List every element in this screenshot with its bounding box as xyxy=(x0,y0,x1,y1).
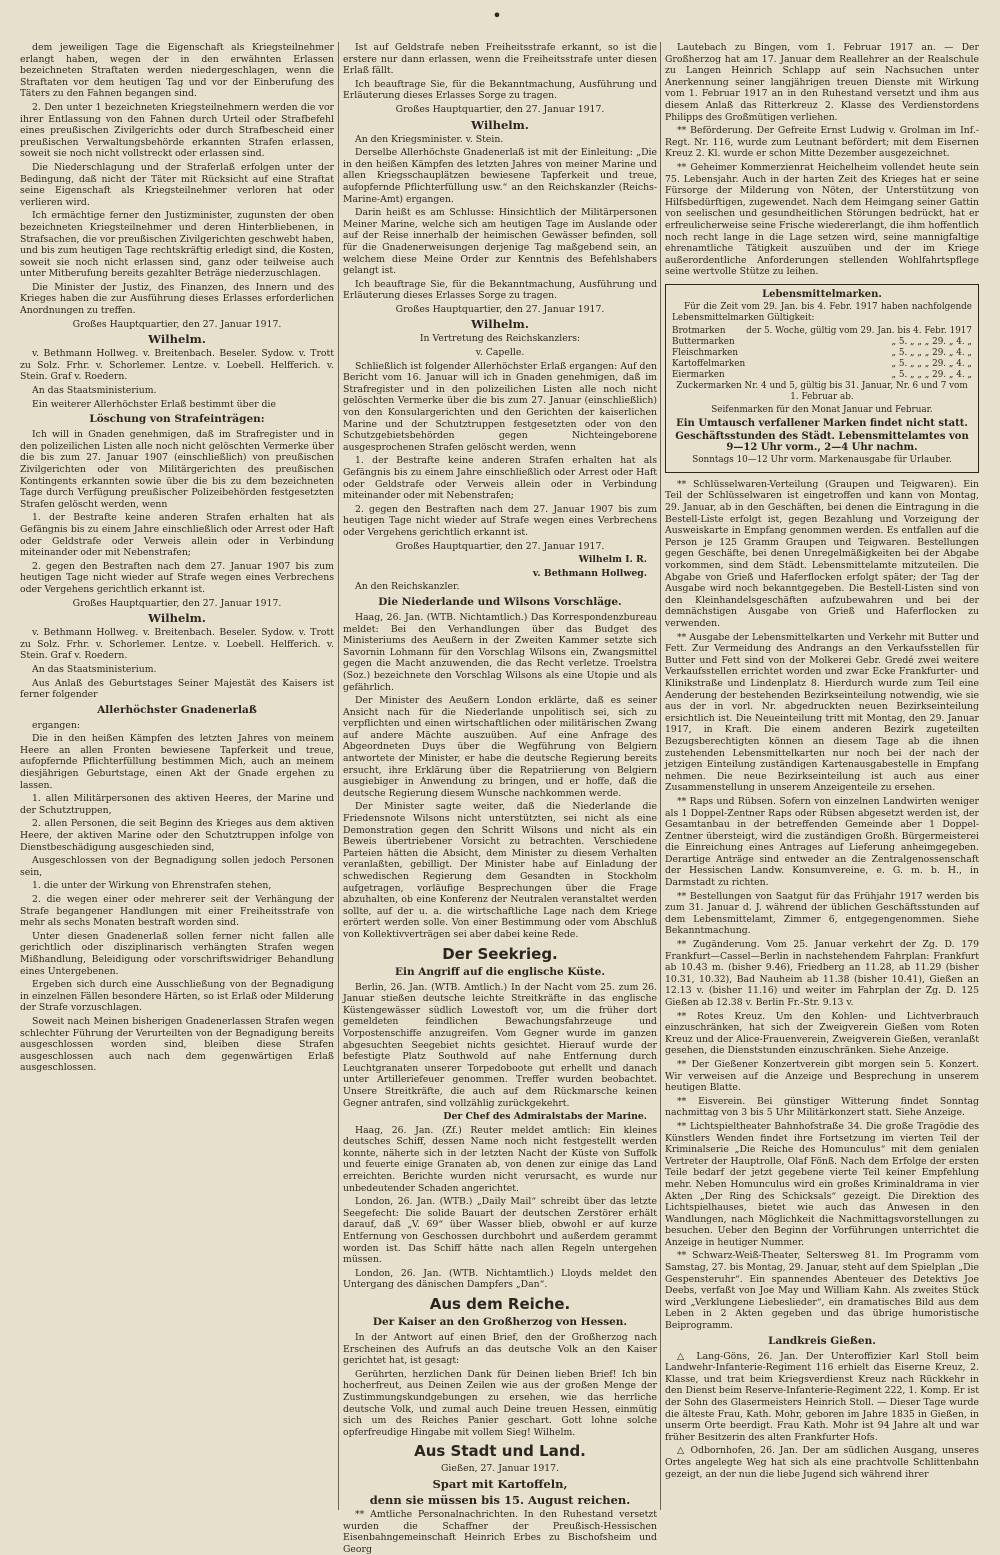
article-text: ** Der Gießener Konzertverein gibt morgen sein 5. Konzert. Wir verweisen auf die Anzeige und Besprechung in unserem heutigen Blatte. xyxy=(665,1058,979,1094)
article-text: Haag, 26. Jan. (Zf.) Reuter meldet amtlich: Ein kleines deutsches Schiff, dessen Name noch nicht festgestellt werden konnte, näherte sich in der letzten Nacht der Küste von Suffolk und feuerte einige Granaten ab, von denen zur einige das Land erreichten. Berichte wurden nicht verursacht, es wurde nur unbedeutender Schaden angerichtet. xyxy=(343,1124,657,1194)
signature: v. Bethmann Hollweg. xyxy=(532,567,647,579)
article-text: 2. gegen den Bestraften nach dem 27. Januar 1907 bis zum heutigen Tage nicht wieder auf Strafe wegen eines Verbrechens oder Vergehens gerichtlich erkannt ist. xyxy=(20,560,334,595)
article-text: ** Lichtspieltheater Bahnhofstraße 34. Die große Tragödie des Künstlers Wenden findet ihre Fortsetzung im vierten Teil der Kriminalserie „Die Reiche des Homunculus“ mit dem genialen Vertreter der Hauptrolle, Olaf Fönß. Nach dem Erfolge der ersten Teile bedarf der jetzt gegebene vierte Teil keiner Empfehlung mehr. Neben Homunculus wird ein großes Kriminaldrama in vier Akten „Der Ring des Schicksals“ gezeigt. Die Direktion des Lichtspielhauses, bietet wie auch das Anwesen in den Wandlungen, nach Möglichkeit die Nachmittagsvorstellungen zu besuchen. Ueber den Beginn der Vorführungen unterrichtet die Anzeige in heutiger Nummer. xyxy=(665,1120,979,1248)
stamp-validity: „ 5. „ „ „ 29. „ 4. „ xyxy=(891,358,972,369)
box-note: Seifenmarken für den Monat Januar und Februar. xyxy=(711,404,933,415)
article-text: Ergeben sich durch eine Ausschließung von der Begnadigung in einzelnen Fällen besondere Härten, so ist Erlaß oder Milderung der Strafe vorzuschlagen. xyxy=(20,979,334,1014)
article-text: 2. Den unter 1 bezeichneten Kriegsteilnehmern werden die vor ihrer Entlassung von den Fahnen durch Urteil oder Strafbefehl eines preußischen Zivilgerichts oder durch Strafbescheid einer preußischen Verwaltungsbehörde erkannten Strafen erlassen, soweit sie noch nicht vollstreckt oder erlassen sind. xyxy=(20,101,334,160)
box-note: Geschäftsstunden des Städt. Lebensmittelamtes von 9—12 Uhr vorm., 2—4 Uhr nachm. xyxy=(675,430,969,453)
section-headline: Der Seekrieg. xyxy=(442,944,558,963)
stamp-kind: Eiermarken xyxy=(672,369,725,380)
addressee: An das Staatsministerium. xyxy=(32,385,157,397)
article-text: Soweit nach Meinen bisherigen Gnadenerlassen Strafen wegen schlechter Führung der Verurteilten von der Begnadigung bereits ausgeschlossen worden sind, bleiben diese Strafen ausgeschlossen auch nach dem gegenwärtigen Erlaß ausgeschlossen. xyxy=(20,1015,334,1074)
stamp-kind: Kartoffelmarken xyxy=(672,358,746,369)
stamp-row xyxy=(672,326,972,337)
article-text: ** Rotes Kreuz. Um den Kohlen- und Lichtverbrauch einzuschränken, hat sich der Zweigverein Gießen vom Roten Kreuz und der Alice-Frauenverein, Zweigverein Gießen, veranlaßt gesehen, die Dienststunden einzuschränken. Siehe Anzeige. xyxy=(665,1010,979,1057)
article-text: London, 26. Jan. (WTB.) „Daily Mail“ schreibt über das letzte Seegefecht: Die solide Bauart der deutschen Zerstörer erhält darauf, daß „V. 69“ über Wasser blieb, obwohl er auf kurze Entfernung von Geschossen durchbohrt und außerdem gerammt worden ist. Das Schiff hätte nach allen Regeln untergehen müssen. xyxy=(343,1196,657,1266)
article-text: Gerührten, herzlichen Dank für Deinen lieben Brief! Ich bin hocherfreut, aus Deinen Zeilen wie aus der großen Menge der Zustimmungskundgebungen zu ersehen, wie das herrliche deutsche Volk, und zumal auch Deine treuen Hessen, einmütig sich um des Reiches Panier geschart. Gott lohne solche opferfreudige Hingabe mit vollem Sieg! Wilhelm. xyxy=(343,1368,657,1438)
article-text: 1. allen Militärpersonen des aktiven Heeres, der Marine und der Schutztruppen, xyxy=(20,793,334,816)
article-text: 1. der Bestrafte keine anderen Strafen erhalten hat als Gefängnis bis zu einem Jahre einschließlich oder Arrest oder Haft oder Geldstrafe oder Verweis allein oder in Verbindung miteinander oder mit Nebenstrafen; xyxy=(20,512,334,559)
section-heading: Die Niederlande und Wilsons Vorschläge. xyxy=(378,595,622,608)
article-text: Ich beauftrage Sie, für die Bekanntmachung, Ausführung und Erläuterung dieses Erlasses Sorge zu tragen. xyxy=(343,78,657,102)
section-heading: Allerhöchster Gnadenerlaß xyxy=(97,703,257,716)
stamp-validity: der 5. Woche, gültig vom 29. Jan. bis 4. Febr. 1917 xyxy=(746,325,972,336)
article-text: In der Antwort auf einen Brief, den der Großherzog nach Erscheinen des Aufrufs an das deutsche Volk an den Kaiser gerichtet hat, ist gesagt: xyxy=(343,1332,657,1367)
dateline: Großes Hauptquartier, den 27. Januar 1917. xyxy=(72,318,282,330)
article-text: ** Amtliche Personalnachrichten. In den Ruhestand versetzt wurden die Schaffner der Preußisch-Hessischen Eisenbahngemeinschaft Heinrich Erbes zu Bischofsheim und Georg xyxy=(343,1508,657,1555)
stamp-kind: Buttermarken xyxy=(672,336,735,347)
minister-list: v. Bethmann Hollweg. v. Breitenbach. Beseler. Sydow. v. Trott zu Solz. Frhr. v. Schorlemer. Lentze. v. Loebell. Helfferich. v. Stein. Graf v. Roedern. xyxy=(20,627,334,662)
section-headline: Aus dem Reiche. xyxy=(429,1295,571,1313)
stamp-row xyxy=(672,359,972,370)
article-text: ** Schwarz-Weiß-Theater, Seltersweg 81. Im Programm vom Samstag, 27. bis Montag, 29. Januar, steht auf dem Spielplan „Die Gespensteruhr“. Ein spannendes Abenteuer des Detektivs Joe Deebs, verfaßt von Joe May und William Kahn. Als zweites Stück wird „Verklungene Liebeslieder“, ein dramatisches Bild aus dem Leben in 2 Akten gegeben und das übrige humoristische Beiprogramm. xyxy=(665,1250,979,1332)
article-text: Die in den heißen Kämpfen des letzten Jahres von meinem Heere an allen Fronten bewiesene Tapferkeit und treue, aufopfernde Pflichterfüllung bestimmen Mich, auch an meinem diesjährigen Geburtstage, einen Akt der Gnade ergehen zu lassen. xyxy=(20,733,334,791)
article-text: London, 26. Jan. (WTB. Nichtamtlich.) Lloyds meldet den Untergang des dänischen Dampfers „Dan“. xyxy=(343,1267,657,1291)
section-headline: Aus Stadt und Land. xyxy=(414,1442,586,1461)
section-subheading: Ein Angriff auf die englische Küste. xyxy=(394,965,605,978)
article-text: 2. gegen den Bestraften nach dem 27. Januar 1907 bis zum heutigen Tage nicht wieder auf Strafe wegen eines Verbrechens oder Vergehens gerichtlich erkannt ist. xyxy=(343,503,657,538)
addressee: An das Staatsministerium. xyxy=(32,663,157,675)
stamp-row xyxy=(672,337,972,348)
article-text: ** Zugänderung. Vom 25. Januar verkehrt der Zg. D. 179 Frankfurt—Cassel—Berlin in nachstehendem Fahrplan: Frankfurt ab 10.43 m. (bisher 9.46), Friedberg an 11.28, ab 11.29 (bisher 10.31, 10.32), Bad Nauheim ab 11.38 (bisher 10.41), Gießen an 12.13 v. (bisher 11.16) und weiter im Fahrplan der Zg. D. 125 Gießen ab 12.38 v. Berlin Fr.-Str. 9.13 v. xyxy=(665,939,979,1008)
article-text: Derselbe Allerhöchste Gnadenerlaß ist mit der Einleitung: „Die in den heißen Kämpfen des letzten Jahres von meiner Marine und allen Kriegsschauplätzen bewiesene Tapferkeit und treue, aufopfernde Pflichterfüllung usw.“ an den Reichskanzler (Reichs-Marine-Amt) ergangen. xyxy=(343,147,657,205)
column-3 xyxy=(665,42,979,1510)
stamp-row xyxy=(672,348,972,359)
minister-list: v. Bethmann Hollweg. v. Breitenbach. Beseler. Sydow. v. Trott zu Solz. Frhr. v. Schorlemer. Lentze. v. Loebell. Helfferich. v. Stein. Graf v. Roedern. xyxy=(20,348,334,383)
dateline: Großes Hauptquartier, den 27. Januar 1917. xyxy=(395,103,605,115)
slogan-headline: Spart mit Kartoffeln, xyxy=(432,1476,568,1491)
article-text: Ich ermächtige ferner den Justizminister, zugunsten der oben bezeichneten Kriegsteilnehmer und deren Hinterbliebenen, in Strafsachen, die vor preußischen Zivilgerichten geschwebt haben, und bis zum heutigen Tage rechtskräftig erledigt sind, die Kosten, soweit sie noch nicht erlassen sind, ganz oder teilweise auch unter Mitberufung bereits gezahlter Beträge niederzuschlagen. xyxy=(20,210,334,280)
article-text: Ist auf Geldstrafe neben Freiheitsstrafe erkannt, so ist die erstere nur dann erlassen, wenn die Freiheitsstrafe unter diesen Erlaß fällt. xyxy=(343,42,657,77)
column-2 xyxy=(343,42,657,1555)
dateline: Großes Hauptquartier, den 27. Januar 1917. xyxy=(72,597,282,609)
article-text: Ich will in Gnaden genehmigen, daß im Strafregister und in den polizeilichen Listen alle noch nicht gelöschten Vermerke über die bis zum 27. Januar 1907 (einschließlich) von preußischen Zivilgerichten oder von Militärgerichten des preußischen Kontingents erkannten sowie über die bis zu dem bezeichneten Tage durch Verfügung preußischer Polizeibehörden festgesetzten Strafen gelöscht werden, wenn xyxy=(20,429,334,510)
article-text: 1. die unter der Wirkung von Ehrenstrafen stehen, xyxy=(32,880,272,892)
article-text: ** Schlüsselwaren-Verteilung (Graupen und Teigwaren). Ein Teil der Schlüsselwaren ist eingetroffen und kann von Montag, 29. Januar, ab in den Geschäften, bei denen die Eintragung in die Bestell-Liste erfolgt ist, gegen Bezahlung und Vorzeigung der Ausweiskarte in Empfang genommen werden. Es entfallen auf die Person je 125 Gramm Graupen und Teigwaren. Bestellungen gegen Geschäfte, bei denen Unregelmäßigkeiten bei der Abgabe vorkommen, sind dem Städt. Lebensmittelamte mitzuteilen. Die Abgabe von Grieß und Haferflocken erfolgt später; der Tag der Ausgabe wird noch bekanntgegeben. Die Bestell-Listen sind von den Kleinhandelsgeschäften aufzubewahren und bei der demnächstigen Ausgabe von Grieß und Haferflocken zu verwenden. xyxy=(665,478,979,629)
article-text: Der Minister des Aeußern London erklärte, daß es seiner Ansicht nach für die Niederlande unpolitisch sei, sich zu verpflichten und einen wirtschaftlichen oder militärischen Zwang auf andere Mächte auszuüben. Auf eine Anfrage des Abgeordneten Duys über die Wegführung von Belgiern antwortete der Minister, er habe die deutsche Regierung bereits ersucht, ihre Erklärung über die Repatriierung von Belgiern ausgiebiger in Anwendung zu bringen, und er hoffe, daß die deutsche Regierung diesem Wunsche nachkommen werde. xyxy=(343,695,657,799)
article-text: Unter diesen Gnadenerlaß sollen ferner nicht fallen alle gerichtlich oder disziplinarisch verhängten Strafen wegen Mißhandlung, Beleidigung oder vorschriftswidriger Behandlung eines Untergebenen. xyxy=(20,930,334,977)
stamp-kind: Brotmarken xyxy=(672,325,726,336)
article-text: 2. allen Personen, die seit Beginn des Krieges aus dem aktiven Heere, der aktiven Marine oder den Schutztruppen infolge von Dienstbeschädigung ausgeschieden sind, xyxy=(20,818,334,853)
column-rule-1 xyxy=(338,42,339,1510)
box-note: Ein Umtausch verfallener Marken findet nicht statt. xyxy=(676,417,968,429)
signature: Wilhelm. xyxy=(471,117,529,132)
article-text: △ Lang-Göns, 26. Jan. Der Unteroffizier Karl Stoll beim Landwehr-Infanterie-Regiment 116 erhielt das Eiserne Kreuz, 2. Klasse, und trat beim Kriegsverdienst Kreuz nach Rückkehr in den Dienst beim Reserve-Infanterie-Regiment 222, 1. Komp. Er ist der Sohn des Glasermeisters Heinrich Stoll. — Dieser Tage wurde die älteste Frau, Kath. Mohr, geboren im Jahre 1835 in Gießen, in unserm Orte beerdigt. Frau Kath. Mohr ist 94 Jahre alt und war früher Besitzerin des alten Frankfurter Hofs. xyxy=(665,1350,979,1443)
stamp-kind: Fleischmarken xyxy=(672,347,739,358)
section-heading: Löschung von Strafeinträgen: xyxy=(89,413,265,426)
article-text: 2. die wegen einer oder mehrerer seit der Verhängung der Strafe begangener Handlungen mit einer Freiheitsstrafe von mehr als sechs Monaten bestraft worden sind. xyxy=(20,894,334,929)
section-subheading: Der Kaiser an den Großherzog von Hessen. xyxy=(372,1316,628,1328)
article-text: ** Ausgabe der Lebensmittelkarten und Verkehr mit Butter und Fett. Zur Vermeidung des Andrangs an den Verkaufsstellen für Butter und Fett sind von der Molkerei Gebr. Gredé zwei weitere Verkaufsstellen errichtet worden und zwar Ecke Frankfurter- und Klinikstraße und Lindenplatz 8. Hierdurch wurde zum Teil eine Aenderung der bestehenden Bezirkseinteilung notwendig, wie sie aus der in vorl. Nr. abgedruckten neuen Bezirkseinteilung ersichtlich ist. Die Neueinteilung tritt mit Montag, den 29. Januar 1917, in Kraft. Die einem anderen Bezirk zugeteilten Bezugsberechtigten können an diesem Tage ab die ihnen zustehenden Lebensmittelkarten nur noch bei der nach der jetzigen Einteilung zuständigen Kartenausgabestelle in Empfang nehmen. Die neue Bezirkseinteilung ist auch aus einer Zusammenstellung in unserem Anzeigenteile zu ersehen. xyxy=(665,631,979,794)
dateline: Gießen, 27. Januar 1917. xyxy=(440,1463,560,1475)
stamp-validity: „ 5. „ „ „ 29. „ 4. „ xyxy=(891,336,972,347)
dateline: Großes Hauptquartier, den 27. Januar 1917. xyxy=(395,540,605,552)
article-text: Haag, 26. Jan. (WTB. Nichtamtlich.) Das Korrespondenzbureau meldet: Bei den Verhandlungen über das Budget des Ministeriums des Aeußern in der Zweiten Kammer setzte sich Savornin Lohmann für den Vorschlag Wilsons ein, Zwangsmittel gegen die Macht anzuwenden, die das Recht verletze. Troelstra (Soz.) bezeichnete den Vorschlag Wilsons als eine Utopie und als gefährlich. xyxy=(343,611,657,693)
signature: Wilhelm I. R. xyxy=(578,554,647,566)
box-title: Lebensmittelmarken. xyxy=(762,288,882,300)
stamp-row xyxy=(672,370,972,381)
signature: v. Capelle. xyxy=(475,347,525,359)
article-text: Schließlich ist folgender Allerhöchster Erlaß ergangen: Auf den Bericht vom 16. Januar will ich in Gnaden genehmigen, daß im Strafregister und in den polizeilichen Listen alle noch nicht gelöschten Vermerke über die bis zum 27. Januar (einschließlich) von den Konsulargerichten und den Gerichten der kaiserlichen Marine und der Schutztruppen festgesetzten oder von den Schutzgebietsbehörden gegen Nichteingeborene ausgesprochenen Strafen gelöscht werden, wenn xyxy=(343,360,657,453)
article-text: Die Niederschlagung und der Straferlaß erfolgen unter der Bedingung, daß nicht der Täter mit Rücksicht auf eine Straftat seine Eigenschaft als Kriegsteilnehmer verloren hat oder verlieren wird. xyxy=(20,161,334,208)
column-rule-2 xyxy=(660,42,661,1510)
dateline: Großes Hauptquartier, den 27. Januar 1917. xyxy=(395,303,605,315)
food-stamps-box xyxy=(665,284,979,473)
signature: Wilhelm. xyxy=(148,332,206,347)
article-text: Der Minister sagte weiter, daß die Niederlande die Friedensnote Wilsons nicht unterstützten, sei nicht als eine Demonstration gegen den Schritt Wilsons und nicht als ein Beweis übertriebener Vorsicht zu betrachten. Verschiedene Parteien hätten die Absicht, dem Minister zu diesem Verhalten veranlaßten, gebilligt. Der Minister habe auf Einladung der schwedischen Regierung dem Gesandten in Stockholm aufgetragen, vorläufige Besprechungen über die Frage abzuhalten, ob eine Konferenz der Neutralen veranstaltet werden sollte, auf der u. a. die wirtschaftliche Lage nach dem Kriege erörtert werden solle. Von einer Bestimmung oder vom Abschluß von Kollektivverträgen sei aber dabei keine Rede. xyxy=(343,801,657,940)
box-note: Zuckermarken Nr. 4 und 5, gültig bis 31. Januar, Nr. 6 und 7 vom 1. Februar ab. xyxy=(676,380,968,402)
article-text: ** Raps und Rübsen. Sofern von einzelnen Landwirten weniger als 1 Doppel-Zentner Raps oder Rübsen abgesetzt werden ist, der Gesamtanbau in der betreffenden Gemeinde aber 1 Doppel-Zentner übersteigt, wird die zuständigen Großh. Bürgermeisterei die Einreichung eines Antrages auf Lieferung anheimgegeben. Derartige Anträge sind entweder an die Zentralgenossenschaft der Hessischen Landw. Konsumvereine, e. G. m. b. H., in Darmstadt zu richten. xyxy=(665,795,979,889)
article-text: Aus Anlaß des Geburtstages Seiner Majestät des Kaisers ist ferner folgender xyxy=(20,677,334,701)
article-text: ** Bestellungen von Saatgut für das Frühjahr 1917 werden bis zum 31. Januar d. J. während der üblichen Geschäftsstunden auf dem Lebensmittelamt, Zimmer 6, entgegengenommen. Siehe Bekanntmachung. xyxy=(665,890,979,937)
article-text: ** Beförderung. Der Gefreite Ernst Ludwig v. Grolman im Inf.-Regt. Nr. 116, wurde zum Leutnant befördert; mit dem Eisernen Kreuz 2. Kl. wurde er schon Mitte Dezember ausgezeichnet. xyxy=(665,125,979,160)
box-note: Sonntags 10—12 Uhr vorm. Markenausgabe für Urlauber. xyxy=(692,454,952,465)
addressee: An den Kriegsminister. v. Stein. xyxy=(355,133,504,145)
article-text: ergangen: xyxy=(32,719,81,731)
top-ornament: • xyxy=(492,6,508,25)
stamp-validity: „ 5. „ „ „ 29. „ 4. „ xyxy=(891,369,972,380)
article-text: 1. der Bestrafte keine anderen Strafen erhalten hat als Gefängnis bis zu einem Jahre einschließlich oder Arrest oder Haft oder Geldstrafe oder Verweis allein oder in Verbindung miteinander oder mit Nebenstrafen; xyxy=(343,455,657,502)
article-text: Lautebach zu Bingen, vom 1. Februar 1917 an. — Der Großherzog hat am 17. Januar dem Reallehrer an der Realschule zu Langen Heinrich Schlapp auf sein Nachsuchen unter Anerkennung seiner langjährigen treuen Dienste mit Wirkung vom 1. Februar 1917 an in den Ruhestand versetzt und ihm aus diesem Anlaß das Ritterkreuz 2. Klasse des Verdienstordens Philipps des Großmütigen verliehen. xyxy=(665,42,979,123)
signature: Wilhelm. xyxy=(471,317,529,332)
stamp-validity: „ 5. „ „ „ 29. „ 4. „ xyxy=(891,347,972,358)
signature: Der Chef des Admiralstabs der Marine. xyxy=(443,1111,647,1123)
article-text: Ausgeschlossen von der Begnadigung sollen jedoch Personen sein, xyxy=(20,855,334,878)
article-text: Ich beauftrage Sie, für die Bekanntmachung, Ausführung und Erläuterung dieses Erlasses Sorge zu tragen. xyxy=(343,278,657,302)
signature: Wilhelm. xyxy=(148,611,206,626)
article-text: Berlin, 26. Jan. (WTB. Amtlich.) In der Nacht vom 25. zum 26. Januar stießen deutsche leichte Streitkräfte in das englische Küstengewässer südlich Lowestoft vor, um die früher dort gemeldeten feindlichen Bewachungsfahrzeuge und Vorpostenschiffe anzugreifen. Vom Gegner wurde im ganzen abgesuchten Seegebiet nichts gesichtet. Hierauf wurde der befestigte Platz Southwold auf nahe Entfernung durch Leuchtgranaten unserer Torpedoboote gut erhellt und danach unter Artilleriefeuer genommen. Treffer wurden beobachtet. Unsere Streitkräfte, die auch auf dem Rückmarsche keinen Gegner antrafen, sind vollzählig zurückgekehrt. xyxy=(343,981,657,1109)
section-heading: Landkreis Gießen. xyxy=(768,1334,876,1347)
article-text: dem jeweiligen Tage die Eigenschaft als Kriegsteilnehmer erlangt haben, wegen der in den erwähnten Erlassen bezeichneten Straftaten werden niedergeschlagen, wenn die Straftaten vor dem heutigen Tag und vor der Einberufung des Täters zu den Fahnen begangen sind. xyxy=(20,42,334,100)
slogan-headline: denn sie müssen bis 15. August reichen. xyxy=(369,1492,631,1507)
article-text: ** Geheimer Kommerzienrat Heichelheim vollendet heute sein 75. Lebensjahr. Auch in der harten Zeit des Krieges hat er seine Fürsorge der Milderung von Nöten, der Unterstützung von Hilfsbedürftigen, zugewendet. Nach dem Heimgang seiner Gattin von seelischen und gesundheitlichen Störungen bedrückt, hat er erfreulicherweise seine Frische wiedererlangt, die ihm hoffentlich noch recht lange in die Lage setzen wird, seine mannigfaltige ehrenamtliche Tätigkeit auszuüben und der im Kriege außerordentliche Anforderungen stellenden Wohlfahrtspflege seine wertvolle Stütze zu leihen. xyxy=(665,161,979,278)
article-text: Die Minister der Justiz, des Finanzen, des Innern und des Krieges haben die zur Ausführung dieses Erlasses erforderlichen Anordnungen zu treffen. xyxy=(20,281,334,317)
article-text: Darin heißt es am Schlusse: Hinsichtlich der Militärpersonen Meiner Marine, welche sich am heutigen Tage im Auslande oder auf der Reise innerhalb der heimischen Gewässer befinden, soll für die Gnadenerweisungen derjenige Tag maßgebend sein, an welchem diese Meine Order zur Kenntnis des Befehlshabers gelangt ist. xyxy=(343,207,657,277)
article-text: ** Eisverein. Bei günstiger Witterung findet Sonntag nachmittag von 3 bis 5 Uhr Militärkonzert statt. Siehe Anzeige. xyxy=(665,1095,979,1119)
addressee: An den Reichskanzler. xyxy=(355,581,460,593)
deputy-line: In Vertretung des Reichskanzlers: xyxy=(419,333,581,345)
article-text: △ Odbornhofen, 26. Jan. Der am südlichen Ausgang, unseres Ortes angelegte Weg hat sich als eine prachtvolle Schlittenbahn gezeigt, an der nun die liebe Jugend sich während ihrer xyxy=(665,1445,979,1480)
article-text: Ein weiterer Allerhöchster Erlaß bestimmt über die xyxy=(32,398,276,410)
column-1 xyxy=(20,42,334,1510)
box-intro: Für die Zeit vom 29. Jan. bis 4. Febr. 1917 haben nachfolgende Lebensmittelmarken Gültigkeit: xyxy=(672,301,972,323)
